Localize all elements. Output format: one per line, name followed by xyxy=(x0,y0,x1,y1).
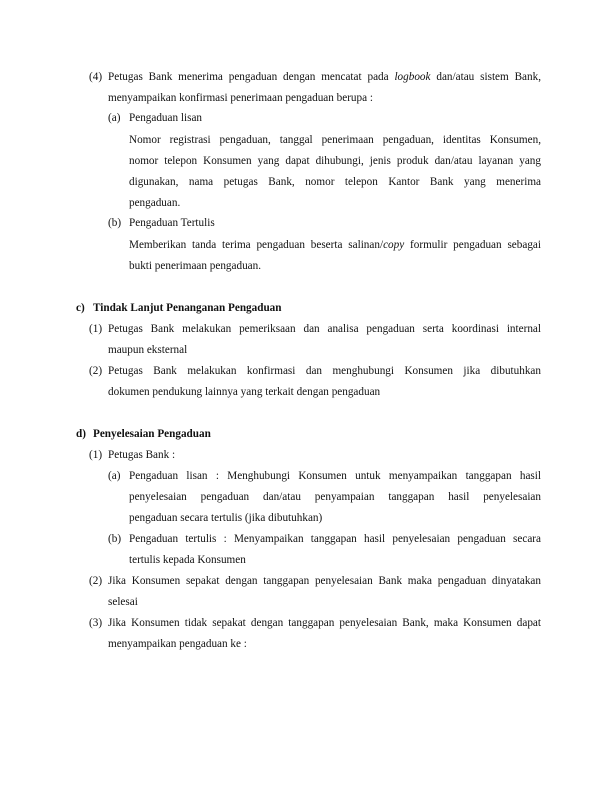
paragraph-line: Petugas Bank melakukan pemeriksaan dan analisa pengaduan serta koordinasi internal xyxy=(108,323,541,335)
item-number: (2) xyxy=(89,575,103,587)
item-title: Pengaduan Tertulis xyxy=(129,217,215,229)
section-heading: Tindak Lanjut Penanganan Pengaduan xyxy=(93,302,282,314)
paragraph-line: dokumen pendukung lainnya yang terkait dengan pengaduan xyxy=(108,386,381,398)
item-letter: (b) xyxy=(108,533,122,545)
paragraph-line: nomor telepon Konsumen yang dapat dihubungi, jenis produk dan/atau layanan yang xyxy=(129,155,541,167)
paragraph-line: pengaduan. xyxy=(129,197,181,209)
paragraph-line: pengaduan secara tertulis (jika dibutuhkan) xyxy=(129,512,323,524)
paragraph-line: menyampaikan konfirmasi penerimaan pengaduan berupa : xyxy=(108,92,373,104)
paragraph-line: Pengaduan lisan : Menghubungi Konsumen untuk menyampaikan tanggapan hasil xyxy=(129,470,541,482)
section-label: c) xyxy=(76,302,85,314)
paragraph-line: Pengaduan tertulis : Menyampaikan tanggapan hasil penyelesaian pengaduan secara xyxy=(129,533,541,545)
paragraph-line: menyampaikan pengaduan ke : xyxy=(108,638,247,650)
paragraph-line: tertulis kepada Konsumen xyxy=(129,554,246,566)
item-title: Petugas Bank : xyxy=(108,449,176,461)
item-letter: (a) xyxy=(108,112,121,124)
item-number: (3) xyxy=(89,617,103,629)
paragraph-line: maupun eksternal xyxy=(108,344,188,356)
item-number: (1) xyxy=(89,323,103,335)
paragraph-line: bukti penerimaan pengaduan. xyxy=(129,260,262,272)
item-number: (2) xyxy=(89,365,103,377)
paragraph-line: Jika Konsumen tidak sepakat dengan tanggapan penyelesaian Bank, maka Konsumen dapat xyxy=(108,617,541,629)
item-letter: (b) xyxy=(108,217,122,229)
paragraph-line: Memberikan tanda terima pengaduan beserta salinan/copy formulir pengaduan sebagai xyxy=(129,239,541,251)
paragraph-line: Petugas Bank melakukan konfirmasi dan menghubungi Konsumen jika dibutuhkan xyxy=(108,365,541,377)
paragraph-line: penyelesaian pengaduan dan/atau penyampaian tanggapan hasil penyelesaian xyxy=(129,491,541,503)
paragraph-line: Jika Konsumen sepakat dengan tanggapan penyelesaian Bank maka pengaduan dinyatakan xyxy=(108,575,541,587)
item-number: (4) xyxy=(89,71,103,83)
section-heading: Penyelesaian Pengaduan xyxy=(93,428,211,440)
paragraph-line: digunakan, nama petugas Bank, nomor telepon Kantor Bank yang menerima xyxy=(129,176,541,188)
item-letter: (a) xyxy=(108,470,121,482)
paragraph-line: Petugas Bank menerima pengaduan dengan mencatat pada logbook dan/atau sistem Bank, xyxy=(108,71,541,83)
paragraph-line: selesai xyxy=(108,596,138,608)
section-label: d) xyxy=(76,428,86,440)
item-title: Pengaduan lisan xyxy=(129,112,203,124)
item-number: (1) xyxy=(89,449,103,461)
italic-term: logbook xyxy=(394,71,431,83)
paragraph-line: Nomor registrasi pengaduan, tanggal penerimaan pengaduan, identitas Konsumen, xyxy=(129,134,541,146)
italic-term: copy xyxy=(383,239,405,251)
